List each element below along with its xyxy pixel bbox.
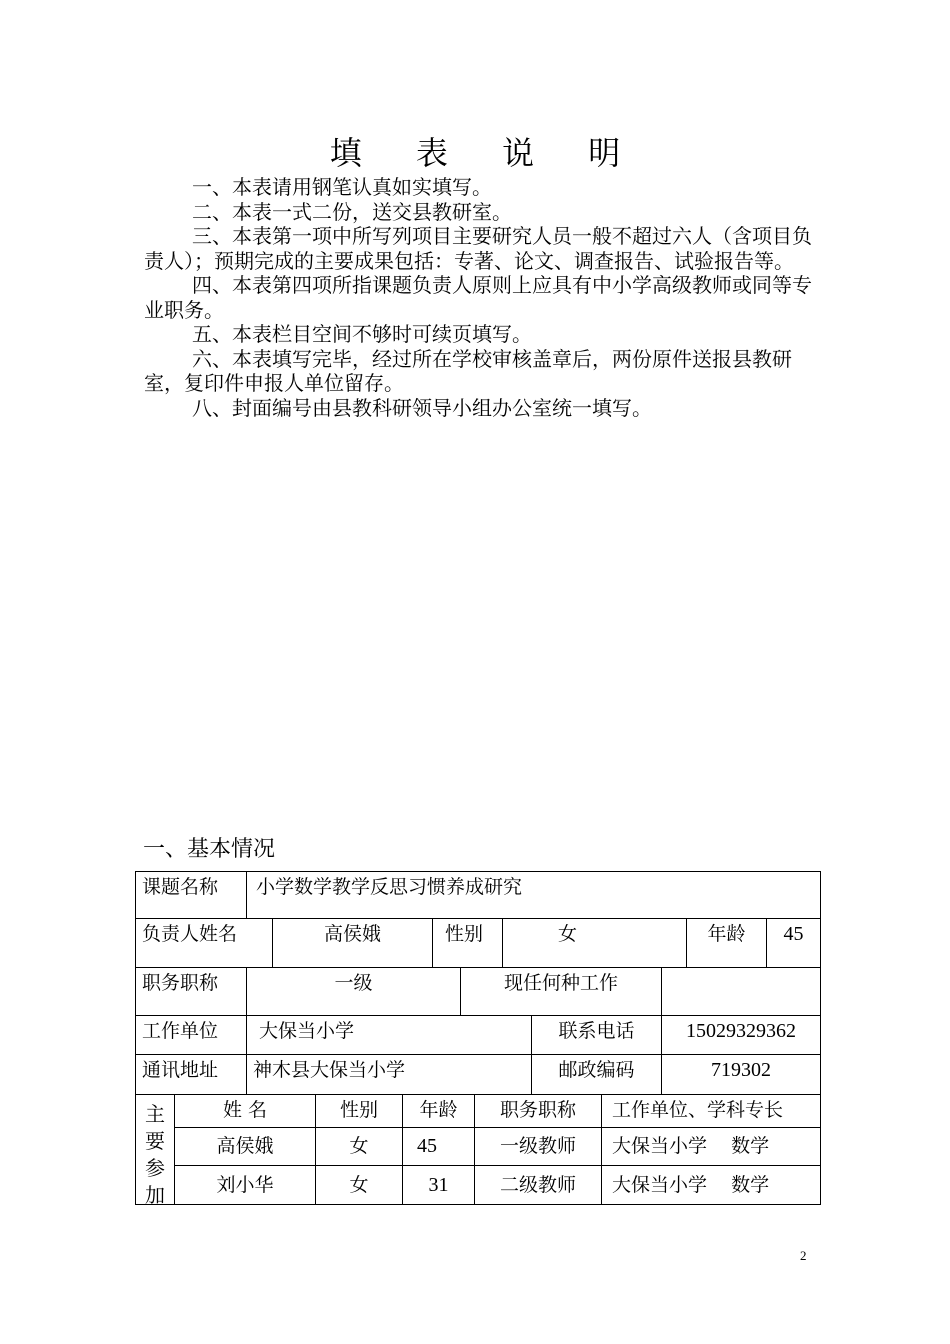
topic-label: 课题名称 [135,871,247,919]
member-age[interactable]: 45 [402,1127,475,1166]
gender-label: 性别 [432,918,503,968]
instruction-item: 三、本表第一项中所写列项目主要研究人员一般不超过六人（含项目负责人）；预期完成的主要成果包括：专著、论文、调查报告、试验报告等。 [144,224,812,273]
instruction-item: 二、本表一式二份，送交县教研室。 [192,199,512,224]
zip-field[interactable]: 719302 [661,1054,821,1095]
member-gender[interactable]: 女 [315,1127,403,1166]
member-age[interactable]: 31 [402,1165,475,1205]
age-field[interactable]: 45 [766,918,821,968]
members-header-gender: 性别 [315,1094,403,1128]
member-title[interactable]: 一级教师 [474,1127,602,1166]
member-unit[interactable]: 大保当小学 数学 [601,1127,821,1166]
address-field[interactable]: 神木县大保当小学 [246,1054,532,1095]
zip-label: 邮政编码 [531,1054,662,1095]
member-unit[interactable]: 大保当小学 数学 [601,1165,821,1205]
job-label: 现任何种工作 [460,967,662,1016]
phone-label: 联系电话 [531,1015,662,1055]
instruction-item: 一、本表请用钢笔认真如实填写。 [192,175,492,199]
topic-field[interactable]: 小学数学教学反思习惯养成研究 [246,871,821,919]
age-label: 年龄 [686,918,767,968]
address-label: 通讯地址 [135,1054,247,1095]
title-field[interactable]: 一级 [246,967,461,1016]
member-name[interactable]: 高侯娥 [174,1127,316,1166]
leader-field[interactable]: 高侯娥 [272,918,433,968]
instruction-item: 六、本表填写完毕，经过所在学校审核盖章后，两份原件送报县教研室，复印件申报人单位留存。 [144,346,792,395]
page-number: 2 [800,1248,807,1263]
members-header-title: 职务职称 [474,1094,602,1128]
instruction-item: 五、本表栏目空间不够时可续页填写。 [192,322,532,346]
members-header-name: 姓 名 [174,1094,316,1128]
instruction-item: 八、封面编号由县教科研领导小组办公室统一填写。 [192,395,652,420]
unit-label: 工作单位 [135,1015,247,1055]
title-label: 职务职称 [135,967,247,1016]
members-header-unit: 工作单位、学科专长 [601,1094,821,1128]
section-heading: 一、基本情况 [143,837,276,862]
member-gender[interactable]: 女 [315,1165,403,1205]
instruction-item: 四、本表第四项所指课题负责人原则上应具有中小学高级教师或同等专业职务。 [144,273,812,322]
members-header-age: 年龄 [402,1094,475,1128]
leader-label: 负责人姓名 [135,918,273,968]
job-field[interactable] [661,967,821,1016]
phone-field[interactable]: 15029329362 [661,1015,821,1055]
members-side-label: 主要参加 [135,1094,175,1205]
member-title[interactable]: 二级教师 [474,1165,602,1205]
instructions [144,175,814,420]
gender-field[interactable]: 女 [502,918,687,968]
page-title: 填 表 说 明 [329,134,643,172]
unit-field[interactable]: 大保当小学 [246,1015,532,1055]
member-name[interactable]: 刘小华 [174,1165,316,1205]
